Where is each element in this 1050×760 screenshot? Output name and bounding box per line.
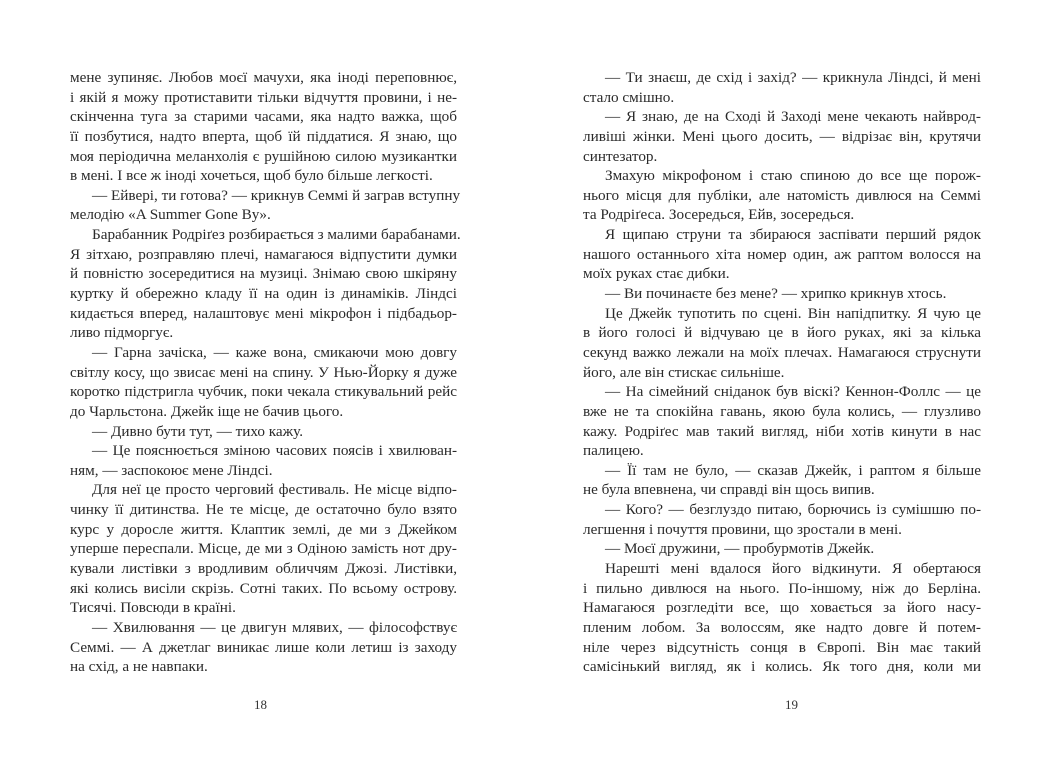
text-line: курс у доросле життя. Клаптик землі, де ми з Джейком: [70, 520, 457, 538]
text-line: коротко підстригла чубчик, поки чекала стикувальний рейс: [70, 383, 457, 401]
text-line: — Ви починаєте без мене? — хрипко крикнув хтось.: [605, 285, 947, 303]
text-line: — На сімейний сніданок був віскі? Кеннон-Фоллс — це: [605, 383, 981, 401]
text-line: — Кого? — безглуздо питаю, борючись із сумішшю по-: [605, 501, 981, 519]
page-number-left: 18: [254, 697, 267, 712]
text-line: ливіші жінки. Мені цього досить, — відрізає він, крутячи: [583, 127, 981, 145]
left-page-text: [70, 68, 461, 677]
text-line: Я зітхаю, розправляю плечі, намагаюся відпустити думки: [70, 245, 457, 263]
text-line: в мені. І все ж іноді хочеться, щоб було більше легкості.: [70, 167, 433, 185]
right-page-text: [583, 68, 981, 677]
text-line: Для неї це просто черговий фестиваль. Не місце відпо-: [92, 481, 457, 499]
text-line: самісінький вигляд, як і колись. Як того дня, коли ми: [583, 658, 981, 676]
text-line: — Ти знаєш, де схід і захід? — крикнула Ліндсі, й мені: [605, 69, 981, 86]
text-line: та Родріґеса. Зосередься, Ейв, зосередься.: [583, 206, 855, 224]
text-line: — Ейвері, ти готова? — крикнув Семмі й заграв вступну: [92, 186, 461, 204]
text-line: — Я знаю, де на Сході й Заході мене чекають найврод-: [605, 108, 981, 126]
text-line: уперше переспали. Місце, де ми з Одіною замість нот дру-: [70, 540, 457, 558]
text-line: її позбутися, надто вперта, щоб їй піддатися. Я знаю, що: [70, 127, 457, 145]
text-line: які колись висіли скрізь. Сотні таких. По всьому острову.: [70, 579, 457, 597]
text-line: — Гарна зачіска, — каже вона, смикаючи мою довгу: [92, 343, 457, 361]
text-line: стало смішно.: [583, 88, 675, 106]
text-line: Барабанник Родріґез розбирається з малими барабанами.: [92, 226, 461, 244]
text-line: кидається вперед, налаштовує мені мікрофон і підбадьор-: [70, 304, 457, 322]
text-line: його, але він стискає сильніше.: [583, 363, 785, 381]
text-line: Нарешті мені вдалося його відкинути. Я обертаюся: [605, 560, 981, 578]
text-line: мене зупиняє. Любов моєї мачухи, яка іноді переповнює,: [70, 69, 457, 86]
text-line: моїх руках стає дибки.: [583, 265, 730, 283]
text-line: секунд важко лежали на моїх плечах. Намагаюся струснути: [583, 343, 981, 361]
text-line: світлу косу, що звисає мені на спину. У Нью-Йорку я дуже: [70, 363, 457, 381]
text-line: моя періодична меланхолія є рушійною силою музикантки: [70, 147, 457, 165]
text-line: нашого останнього хіта номер один, аж раптом волосся на: [583, 245, 981, 263]
text-line: легшення і почуття провини, що зростали в мені.: [583, 520, 902, 538]
text-line: й повністю зосередитися на музиці. Знімаю свою шкіряну: [70, 265, 457, 283]
page-number-right: 19: [785, 697, 798, 712]
text-line: — Її там не було, — сказав Джейк, і раптом я більше: [605, 461, 981, 479]
text-line: Це Джейк тупотить по сцені. Він напідпитку. Я чую це: [605, 304, 981, 322]
text-line: нього місця для публіки, але натомість дивлюся на Семмі: [583, 186, 981, 204]
right-page: [525, 0, 1050, 760]
text-line: — Хвилювання — це двигун млявих, — філософствує: [92, 618, 457, 636]
text-line: ням, — заспокоює мене Ліндсі.: [70, 461, 273, 479]
text-line: скінченна туга за старими часами, яка надто важка, щоб: [70, 108, 457, 126]
text-line: синтезатор.: [583, 147, 658, 165]
text-line: Намагаюся розгледіти все, що ховається за його насу-: [583, 599, 981, 617]
text-line: кували листівки з вродливим обличчям Джозі. Листівки,: [70, 560, 457, 578]
text-line: мелодію «A Summer Gone By».: [70, 206, 271, 224]
text-line: пленим лобом. За волоссям, яке надто довге й потем-: [583, 618, 981, 636]
text-line: — Моєї дружини, — пробурмотів Джейк.: [605, 540, 875, 558]
text-line: ливо підморгує.: [70, 324, 174, 342]
text-line: і якій я можу протиставити тільки відчуття провини, і не-: [70, 88, 457, 106]
text-line: Семмі. — А джетлаг виникає лише коли летиш із заходу: [70, 638, 457, 656]
text-line: не була впевнена, чи справді він щось випив.: [583, 481, 875, 499]
text-line: кажу. Родріґес мав такий вигляд, ніби хотів кинути в нас: [583, 422, 981, 440]
text-line: Я щипаю струни та збираюся заспівати перший рядок: [605, 226, 981, 244]
text-line: Тисячі. Повсюди в країні.: [70, 599, 236, 617]
text-line: до Чарльстона. Джейк іще не бачив цього.: [70, 402, 344, 420]
text-line: в його голосі й відчуваю це в його руках, які за кілька: [583, 324, 981, 342]
text-line: і пильно дивлюся на нього. По-іншому, ніж до Берліна.: [583, 579, 981, 597]
text-line: — Це пояснюється зміною часових поясів і хвилюван-: [92, 442, 457, 460]
text-line: чинку її дитинства. Не те місце, де остаточно було взято: [70, 501, 457, 519]
text-line: палицею.: [583, 442, 644, 460]
text-line: Змахую мікрофоном і стаю спиною до все ще порож-: [605, 167, 981, 185]
text-line: куртку й обережно кладу її на один із динаміків. Ліндсі: [70, 285, 457, 303]
text-line: на схід, а не навпаки.: [70, 658, 208, 676]
text-line: ніле через відсутність сонця в Європі. Він має такий: [583, 638, 981, 656]
text-line: — Дивно бути тут, — тихо кажу.: [92, 422, 303, 440]
text-line: вже не та спокійна гавань, якою була колись, — глузливо: [583, 402, 981, 420]
